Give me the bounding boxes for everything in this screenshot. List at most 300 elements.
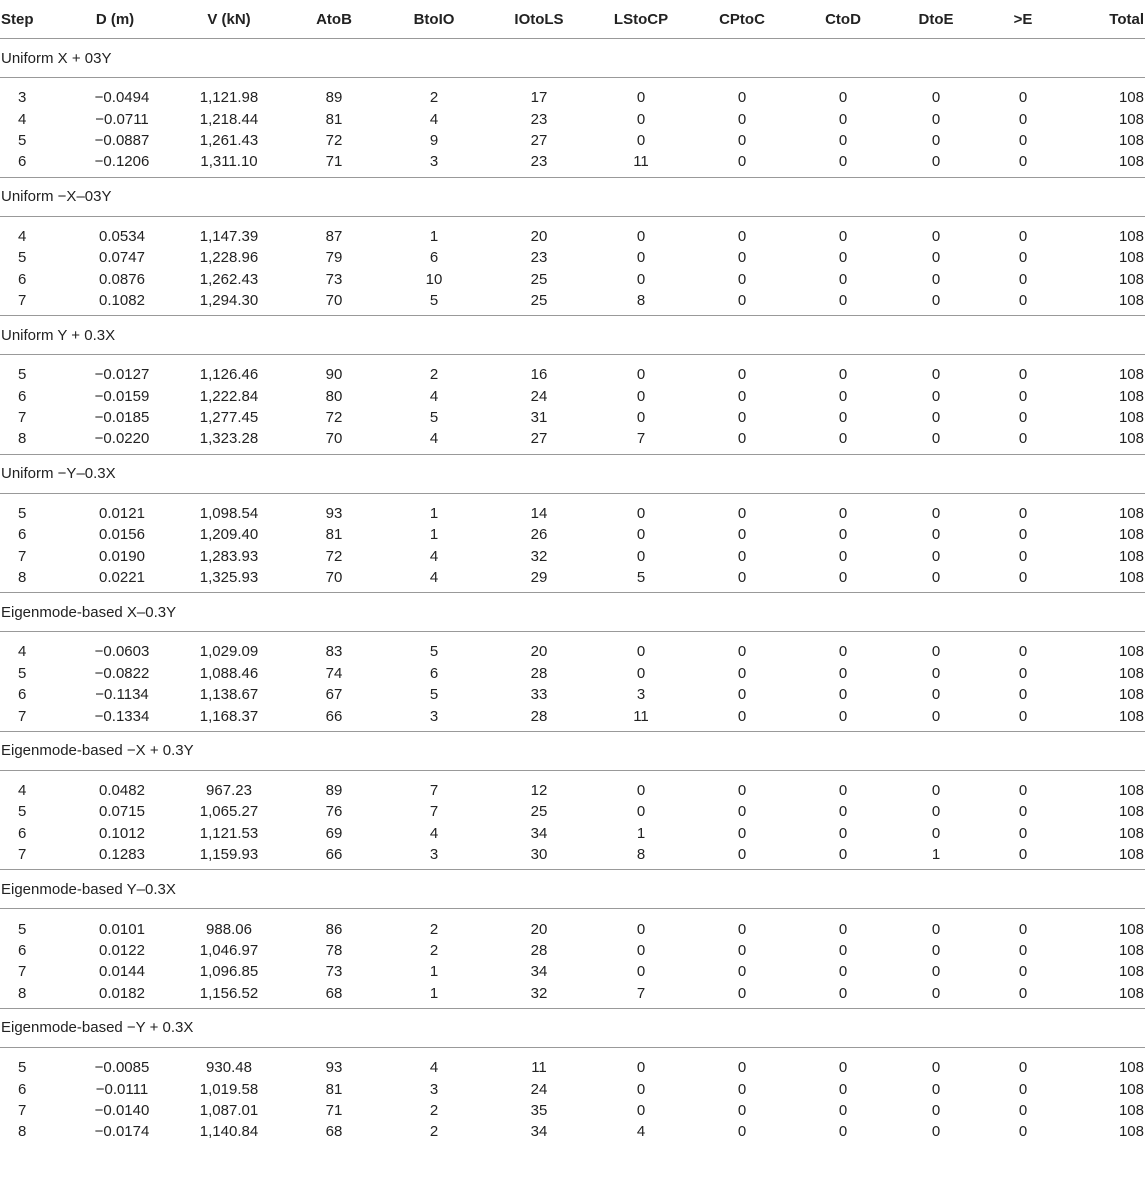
cell-total: 108 [1118, 1101, 1144, 1119]
cell-step: 5 [18, 664, 27, 682]
cell-lstocp: 0 [636, 366, 646, 384]
cell-step: 5 [18, 803, 27, 821]
cell-atob: 90 [325, 366, 343, 384]
cell-atob: 80 [325, 387, 343, 405]
cell-ctod: 0 [838, 569, 848, 587]
cell-ctod: 0 [838, 941, 848, 959]
table-row [0, 705, 1145, 726]
cell-dtoe: 0 [931, 291, 941, 309]
cell-atob: 93 [325, 1059, 343, 1077]
cell-step: 6 [18, 824, 27, 842]
cell-total: 108 [1118, 249, 1144, 267]
cell-step: 7 [18, 409, 27, 427]
cell-iotols: 30 [530, 846, 548, 864]
header-ctod: CtoD [792, 0, 894, 39]
cell-ctod: 0 [838, 1101, 848, 1119]
cell-beyond-e: 0 [1018, 824, 1028, 842]
cell-lstocp: 0 [636, 803, 646, 821]
cell-step: 4 [18, 643, 27, 661]
cell-iotols: 25 [530, 803, 548, 821]
cell-ctod: 0 [838, 131, 848, 149]
cell-beyond-e: 0 [1018, 270, 1028, 288]
cell-d: −0.0494 [94, 89, 150, 107]
cell-v: 1,140.84 [199, 1123, 259, 1141]
cell-d: 0.0121 [99, 504, 145, 522]
cell-iotols: 28 [530, 664, 548, 682]
header-displacement: D (m) [60, 0, 170, 39]
cell-total: 108 [1118, 963, 1144, 981]
cell-d: −0.0159 [94, 387, 150, 405]
cell-btoio: 4 [429, 569, 439, 587]
cell-beyond-e: 0 [1018, 686, 1028, 704]
cell-dtoe: 0 [931, 526, 941, 544]
cell-lstocp: 0 [636, 249, 646, 267]
cell-step: 6 [18, 941, 27, 959]
cell-lstocp: 0 [636, 1101, 646, 1119]
cell-lstocp: 0 [636, 963, 646, 981]
cell-btoio: 5 [429, 686, 439, 704]
header-btoio: BtoIO [380, 0, 488, 39]
header-atob: AtoB [288, 0, 380, 39]
group-title: Eigenmode-based Y–0.3X [0, 870, 1145, 909]
cell-cptoc: 0 [737, 291, 747, 309]
cell-ctod: 0 [838, 1059, 848, 1077]
cell-lstocp: 4 [636, 1123, 646, 1141]
cell-cptoc: 0 [737, 941, 747, 959]
table-row [0, 823, 1145, 844]
cell-lstocp: 0 [636, 270, 646, 288]
cell-cptoc: 0 [737, 1101, 747, 1119]
cell-d: 0.0534 [99, 227, 145, 245]
cell-iotols: 28 [530, 941, 548, 959]
cell-cptoc: 0 [737, 1080, 747, 1098]
table-row [0, 801, 1145, 822]
cell-iotols: 28 [530, 707, 548, 725]
spacer-cell [0, 78, 1145, 88]
cell-ctod: 0 [838, 526, 848, 544]
cell-iotols: 29 [530, 569, 548, 587]
cell-ctod: 0 [838, 1080, 848, 1098]
cell-iotols: 14 [530, 504, 548, 522]
group-spacer [0, 770, 1145, 780]
cell-v: 1,325.93 [199, 569, 259, 587]
cell-lstocp: 8 [636, 846, 646, 864]
cell-iotols: 31 [530, 409, 548, 427]
cell-iotols: 26 [530, 526, 548, 544]
cell-step: 8 [18, 430, 27, 448]
cell-cptoc: 0 [737, 1059, 747, 1077]
header-step: Step [0, 0, 60, 39]
cell-cptoc: 0 [737, 846, 747, 864]
cell-cptoc: 0 [737, 409, 747, 427]
group-spacer [0, 909, 1145, 919]
cell-cptoc: 0 [737, 249, 747, 267]
cell-beyond-e: 0 [1018, 803, 1028, 821]
cell-dtoe: 0 [931, 1059, 941, 1077]
cell-cptoc: 0 [737, 430, 747, 448]
cell-total: 108 [1118, 1123, 1144, 1141]
cell-d: 0.0144 [99, 963, 145, 981]
cell-ctod: 0 [838, 686, 848, 704]
table-row [0, 1057, 1145, 1078]
cell-atob: 76 [325, 803, 343, 821]
cell-btoio: 7 [429, 782, 439, 799]
cell-atob: 67 [325, 686, 343, 704]
cell-step: 4 [18, 782, 27, 799]
cell-atob: 70 [325, 291, 343, 309]
cell-d: 0.1012 [99, 824, 145, 842]
cell-v: 1,277.45 [199, 409, 259, 427]
group-spacer [0, 216, 1145, 226]
cell-ctod: 0 [838, 547, 848, 565]
cell-v: 1,019.58 [199, 1080, 259, 1098]
cell-atob: 72 [325, 547, 343, 565]
cell-atob: 66 [325, 846, 343, 864]
cell-atob: 89 [325, 782, 343, 799]
cell-lstocp: 8 [636, 291, 646, 309]
group-header-row [0, 870, 1145, 909]
cell-iotols: 27 [530, 131, 548, 149]
cell-cptoc: 0 [737, 526, 747, 544]
group-title: Eigenmode-based −X + 0.3Y [0, 731, 1145, 770]
cell-atob: 73 [325, 963, 343, 981]
cell-lstocp: 5 [636, 569, 646, 587]
cell-step: 5 [18, 1059, 27, 1077]
cell-step: 6 [18, 526, 27, 544]
cell-btoio: 1 [429, 504, 439, 522]
cell-lstocp: 11 [633, 153, 649, 171]
table-row [0, 226, 1145, 247]
cell-dtoe: 0 [931, 387, 941, 405]
cell-cptoc: 0 [737, 707, 747, 725]
table-row [0, 641, 1145, 662]
table-row [0, 151, 1145, 172]
cell-d: 0.0876 [99, 270, 145, 288]
cell-d: −0.0185 [94, 409, 150, 427]
cell-d: 0.0182 [99, 984, 145, 1002]
cell-dtoe: 0 [931, 1123, 941, 1141]
cell-ctod: 0 [838, 782, 848, 799]
cell-v: 930.48 [206, 1059, 252, 1077]
cell-btoio: 2 [429, 920, 439, 938]
cell-iotols: 34 [530, 963, 548, 981]
cell-beyond-e: 0 [1018, 1080, 1028, 1098]
cell-lstocp: 11 [633, 707, 649, 725]
cell-atob: 73 [325, 270, 343, 288]
cell-dtoe: 0 [931, 664, 941, 682]
group-spacer [0, 493, 1145, 503]
cell-step: 4 [18, 227, 27, 245]
cell-step: 5 [18, 920, 27, 938]
cell-beyond-e: 0 [1018, 1059, 1028, 1077]
cell-beyond-e: 0 [1018, 664, 1028, 682]
cell-btoio: 4 [429, 824, 439, 842]
cell-ctod: 0 [838, 387, 848, 405]
cell-total: 108 [1118, 920, 1144, 938]
cell-lstocp: 0 [636, 1080, 646, 1098]
cell-lstocp: 0 [636, 920, 646, 938]
cell-iotols: 24 [530, 1080, 548, 1098]
spacer-cell [0, 1047, 1145, 1057]
cell-d: −0.0111 [95, 1080, 149, 1098]
spacer-cell [0, 770, 1145, 780]
cell-lstocp: 0 [636, 643, 646, 661]
cell-cptoc: 0 [737, 153, 747, 171]
cell-beyond-e: 0 [1018, 643, 1028, 661]
cell-atob: 66 [325, 707, 343, 725]
cell-atob: 78 [325, 941, 343, 959]
cell-step: 5 [18, 366, 27, 384]
cell-dtoe: 0 [931, 569, 941, 587]
cell-beyond-e: 0 [1018, 227, 1028, 245]
cell-btoio: 6 [429, 664, 439, 682]
cell-total: 108 [1118, 824, 1144, 842]
cell-dtoe: 0 [931, 409, 941, 427]
cell-ctod: 0 [838, 1123, 848, 1141]
cell-v: 1,029.09 [199, 643, 259, 661]
table-row [0, 290, 1145, 311]
table-row [0, 940, 1145, 961]
cell-lstocp: 0 [636, 131, 646, 149]
table-row [0, 983, 1145, 1004]
table-row [0, 961, 1145, 982]
cell-atob: 70 [325, 430, 343, 448]
cell-beyond-e: 0 [1018, 963, 1028, 981]
group-title: Uniform −Y–0.3X [0, 454, 1145, 493]
cell-ctod: 0 [838, 270, 848, 288]
cell-lstocp: 0 [636, 387, 646, 405]
cell-v: 1,261.43 [199, 131, 259, 149]
cell-btoio: 7 [429, 803, 439, 821]
table-row [0, 780, 1145, 801]
spacer-cell [0, 355, 1145, 365]
cell-dtoe: 0 [931, 1080, 941, 1098]
cell-iotols: 23 [530, 249, 548, 267]
cell-lstocp: 3 [636, 686, 646, 704]
cell-ctod: 0 [838, 409, 848, 427]
cell-dtoe: 1 [931, 846, 941, 864]
cell-btoio: 1 [429, 963, 439, 981]
cell-cptoc: 0 [737, 227, 747, 245]
group-spacer [0, 1047, 1145, 1057]
cell-step: 6 [18, 270, 27, 288]
table-row [0, 545, 1145, 566]
cell-beyond-e: 0 [1018, 387, 1028, 405]
table-row [0, 268, 1145, 289]
cell-atob: 79 [325, 249, 343, 267]
cell-beyond-e: 0 [1018, 707, 1028, 725]
cell-iotols: 23 [530, 153, 548, 171]
cell-total: 108 [1118, 984, 1144, 1002]
cell-dtoe: 0 [931, 153, 941, 171]
cell-cptoc: 0 [737, 664, 747, 682]
cell-btoio: 4 [429, 387, 439, 405]
cell-d: −0.0140 [94, 1101, 150, 1119]
header-cptoc: CPtoC [692, 0, 792, 39]
cell-btoio: 3 [429, 707, 439, 725]
cell-atob: 71 [325, 1101, 343, 1119]
table-row [0, 503, 1145, 524]
group-title: Eigenmode-based −Y + 0.3X [0, 1008, 1145, 1047]
cell-beyond-e: 0 [1018, 846, 1028, 864]
cell-ctod: 0 [838, 664, 848, 682]
cell-dtoe: 0 [931, 686, 941, 704]
cell-d: −0.0711 [95, 110, 149, 128]
cell-lstocp: 0 [636, 526, 646, 544]
cell-d: 0.0221 [99, 569, 145, 587]
cell-beyond-e: 0 [1018, 291, 1028, 309]
cell-step: 7 [18, 963, 27, 981]
cell-beyond-e: 0 [1018, 153, 1028, 171]
cell-lstocp: 0 [636, 409, 646, 427]
cell-v: 1,209.40 [199, 526, 259, 544]
cell-total: 108 [1118, 366, 1144, 384]
table-row [0, 1121, 1145, 1142]
cell-d: 0.0190 [99, 547, 145, 565]
group-header-row [0, 177, 1145, 216]
group-header-row [0, 1008, 1145, 1047]
cell-total: 108 [1118, 643, 1144, 661]
table-row [0, 130, 1145, 151]
header-iotols: IOtoLS [488, 0, 590, 39]
cell-step: 6 [18, 153, 27, 171]
cell-v: 988.06 [206, 920, 252, 938]
cell-ctod: 0 [838, 984, 848, 1002]
table-row [0, 247, 1145, 268]
cell-total: 108 [1118, 409, 1144, 427]
cell-dtoe: 0 [931, 547, 941, 565]
cell-dtoe: 0 [931, 131, 941, 149]
cell-total: 108 [1118, 526, 1144, 544]
group-header-row [0, 731, 1145, 770]
cell-beyond-e: 0 [1018, 920, 1028, 938]
cell-atob: 81 [325, 1080, 343, 1098]
cell-cptoc: 0 [737, 89, 747, 107]
cell-beyond-e: 0 [1018, 1101, 1028, 1119]
table-row [0, 844, 1145, 865]
cell-dtoe: 0 [931, 782, 941, 799]
cell-atob: 69 [325, 824, 343, 842]
cell-ctod: 0 [838, 153, 848, 171]
cell-v: 1,218.44 [199, 110, 259, 128]
cell-total: 108 [1118, 227, 1144, 245]
cell-ctod: 0 [838, 707, 848, 725]
cell-atob: 86 [325, 920, 343, 938]
spacer-cell [0, 632, 1145, 642]
cell-dtoe: 0 [931, 824, 941, 842]
cell-atob: 74 [325, 664, 343, 682]
cell-v: 1,283.93 [199, 547, 259, 565]
cell-atob: 81 [325, 526, 343, 544]
group-header-row [0, 316, 1145, 355]
cell-beyond-e: 0 [1018, 131, 1028, 149]
cell-lstocp: 0 [636, 941, 646, 959]
group-header-row [0, 454, 1145, 493]
cell-dtoe: 0 [931, 963, 941, 981]
cell-btoio: 2 [429, 89, 439, 107]
cell-beyond-e: 0 [1018, 504, 1028, 522]
cell-lstocp: 0 [636, 782, 646, 799]
cell-iotols: 35 [530, 1101, 548, 1119]
cell-btoio: 3 [429, 846, 439, 864]
cell-cptoc: 0 [737, 963, 747, 981]
cell-cptoc: 0 [737, 387, 747, 405]
cell-btoio: 4 [429, 547, 439, 565]
cell-dtoe: 0 [931, 803, 941, 821]
cell-iotols: 27 [530, 430, 548, 448]
cell-total: 108 [1118, 291, 1144, 309]
cell-dtoe: 0 [931, 941, 941, 959]
cell-btoio: 4 [429, 110, 439, 128]
cell-iotols: 11 [531, 1059, 547, 1077]
cell-step: 6 [18, 1080, 27, 1098]
cell-v: 1,126.46 [199, 366, 259, 384]
cell-step: 7 [18, 1101, 27, 1119]
header-dtoe: DtoE [894, 0, 978, 39]
cell-step: 8 [18, 1123, 27, 1141]
cell-lstocp: 7 [636, 430, 646, 448]
cell-v: 1,087.01 [199, 1101, 259, 1119]
cell-total: 108 [1118, 547, 1144, 565]
cell-dtoe: 0 [931, 920, 941, 938]
cell-iotols: 20 [530, 643, 548, 661]
cell-beyond-e: 0 [1018, 941, 1028, 959]
cell-step: 5 [18, 504, 27, 522]
cell-btoio: 2 [429, 1123, 439, 1141]
header-base-shear: V (kN) [170, 0, 288, 39]
cell-d: 0.0101 [99, 920, 145, 938]
cell-v: 1,065.27 [199, 803, 259, 821]
cell-lstocp: 1 [636, 824, 646, 842]
cell-v: 1,121.53 [199, 824, 259, 842]
cell-btoio: 4 [429, 430, 439, 448]
cell-dtoe: 0 [931, 366, 941, 384]
cell-cptoc: 0 [737, 920, 747, 938]
cell-step: 7 [18, 707, 27, 725]
cell-btoio: 3 [429, 1080, 439, 1098]
table-row [0, 567, 1145, 588]
table-row [0, 524, 1145, 545]
cell-total: 108 [1118, 941, 1144, 959]
cell-d: 0.0715 [99, 803, 145, 821]
spacer-cell [0, 493, 1145, 503]
cell-d: −0.0822 [94, 664, 150, 682]
cell-btoio: 1 [429, 984, 439, 1002]
spacer-cell [0, 216, 1145, 226]
cell-beyond-e: 0 [1018, 569, 1028, 587]
cell-beyond-e: 0 [1018, 782, 1028, 799]
cell-total: 108 [1118, 846, 1144, 864]
table-row [0, 108, 1145, 129]
cell-total: 108 [1118, 504, 1144, 522]
cell-iotols: 23 [530, 110, 548, 128]
cell-ctod: 0 [838, 504, 848, 522]
cell-d: 0.1283 [99, 846, 145, 864]
cell-btoio: 2 [429, 941, 439, 959]
cell-dtoe: 0 [931, 270, 941, 288]
cell-btoio: 9 [429, 131, 439, 149]
cell-total: 108 [1118, 430, 1144, 448]
cell-total: 108 [1118, 387, 1144, 405]
cell-d: −0.0127 [94, 366, 150, 384]
cell-iotols: 32 [530, 984, 548, 1002]
cell-total: 108 [1118, 89, 1144, 107]
cell-ctod: 0 [838, 920, 848, 938]
group-spacer [0, 78, 1145, 88]
cell-lstocp: 0 [636, 504, 646, 522]
cell-atob: 70 [325, 569, 343, 587]
cell-lstocp: 0 [636, 227, 646, 245]
